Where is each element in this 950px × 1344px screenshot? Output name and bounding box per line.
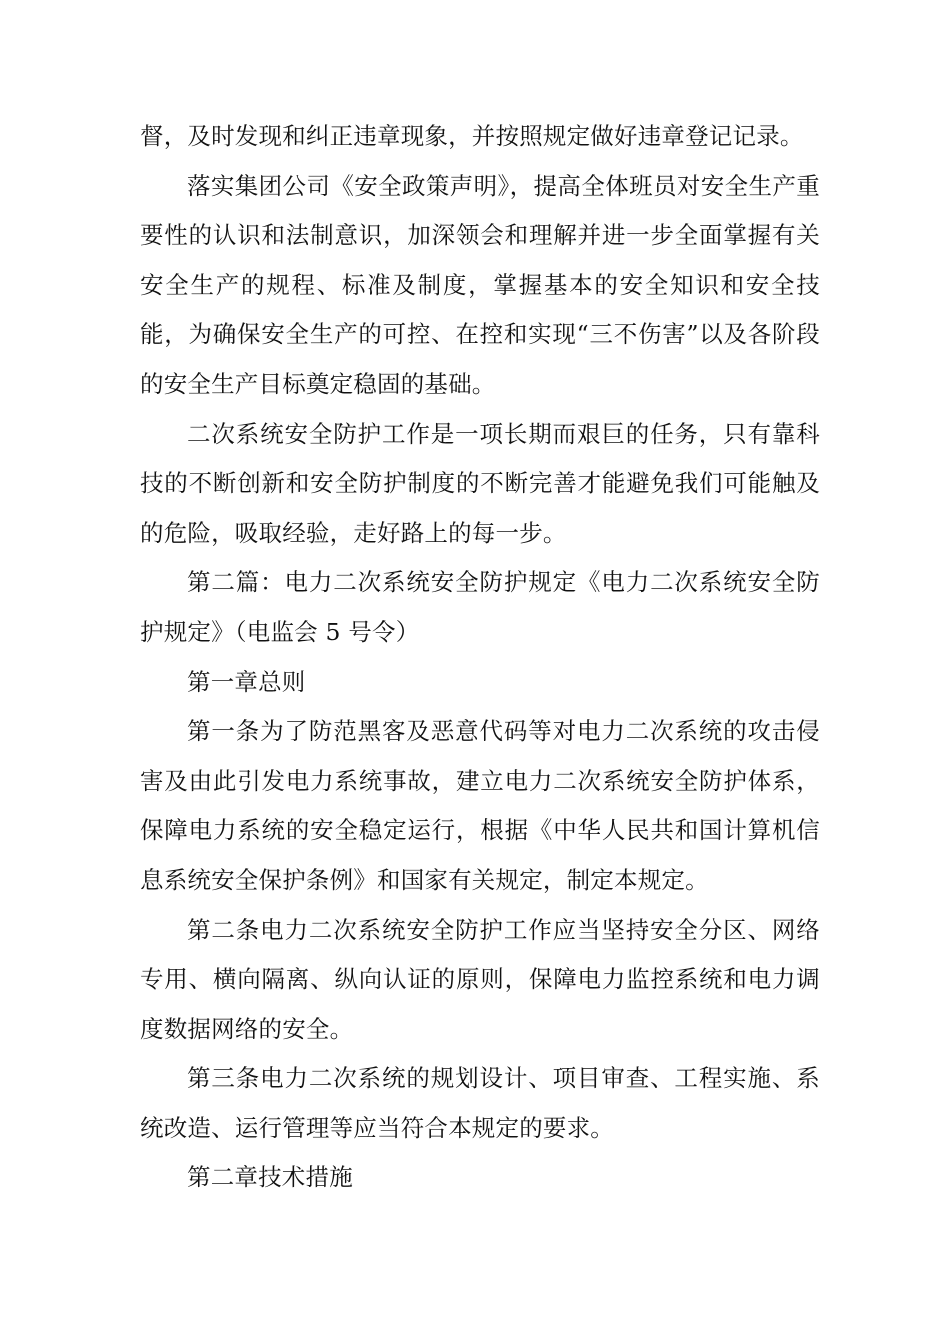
chapter-heading-1: 第一章总则 [187, 667, 306, 696]
paragraph-2: 落实集团公司《安全政策声明》，提高全体班员对安全生产重要性的认识和法制意识，加深领会和理解并进一步全面掌握有关安全生产的规程、标准及制度，掌握基本的安全知识和安全技能，为确保安全生产的可控、在控和实现“三不伤害”以及各阶段的安全生产目标奠定稳固的基础。 [140, 171, 820, 398]
document-body [140, 112, 820, 1203]
paragraph-1: 督，及时发现和纠正违章现象，并按照规定做好违章登记记录。 [140, 122, 804, 150]
paragraph-3: 二次系统安全防护工作是一项长期而艰巨的任务，只有靠科技的不断创新和安全防护制度的不断完善才能避免我们可能触及的危险，吸取经验，走好路上的每一步。 [140, 419, 820, 547]
article-3: 第三条电力二次系统的规划设计、项目审查、工程实施、系统改造、运行管理等应当符合本规定的要求。 [140, 1064, 820, 1142]
chapter-heading-2: 第二章技术措施 [187, 1163, 353, 1192]
article-1: 第一条为了防范黑客及恶意代码等对电力二次系统的攻击侵害及由此引发电力系统事故，建立电力二次系统安全防护体系，保障电力系统的安全稳定运行，根据《中华人民共和国计算机信息系统安全保护条例》和国家有关规定，制定本规定。 [140, 717, 820, 894]
section-title-part-two: 第二篇：电力二次系统安全防护规定《电力二次系统安全防护规定》（电监会 5 号令） [140, 568, 820, 646]
article-2: 第二条电力二次系统安全防护工作应当坚持安全分区、网络专用、横向隔离、纵向认证的原则，保障电力监控系统和电力调度数据网络的安全。 [140, 915, 820, 1043]
